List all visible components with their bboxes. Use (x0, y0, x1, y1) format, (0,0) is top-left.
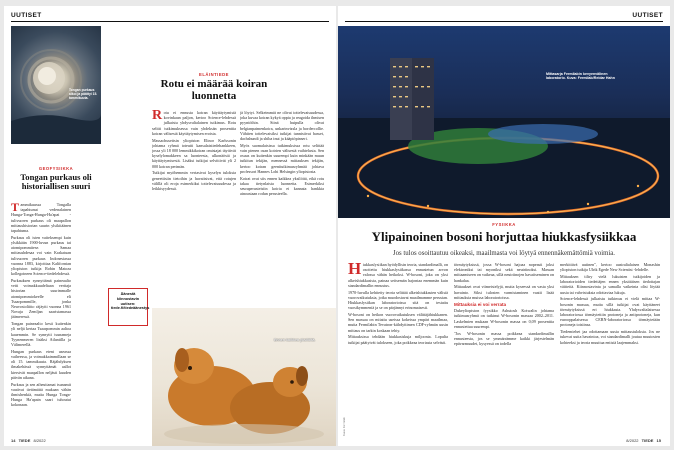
volcano-paragraph: Tammikuussa Tongalla tapahtunut vedenalainen Hunga-Tonga-Hunga-Ha'apai -tulivuoren purkaus oli maapallon mittaushistorian suurin ylsikitäänen tapahtuma. (11, 202, 71, 234)
section-label: UUTISET (632, 12, 663, 19)
dog-body-col1 (152, 110, 236, 306)
volcano-body (11, 202, 71, 440)
section-rule (345, 21, 663, 22)
volcano-paragraph: Hungan purkaus eteni useassa vaiheessa, ja voimakkaimmillaan se oli 15. tammikuuta. Räjähdyksen ilmakehässä synnyttämät aallot kiersivät maapallon neljästi kuuden päivän aikana. (11, 348, 71, 380)
dog-dropcap: R (152, 110, 163, 123)
right-page (338, 6, 670, 446)
dog-paragraph: Rotu ei ennusta koiran käyttäytymistä kovinkaan paljon, kertoo Science-lehdessä julkaistu yhdysvaltalainen tutkimus. Rotu selitti tutkimuksessa vain yhdeksän prosenttia koiran välisestä käyttäytymisen eroista. (152, 110, 236, 136)
left-page (4, 6, 336, 446)
vote-callout[interactable] (108, 288, 148, 326)
right-issue: 8/2022 (626, 438, 639, 443)
fermilab-paragraph: Hiukkasfysiikan hyödyllisin teoria, standardimalli, on osoitettu hiukkasfysiikassa ennustetun arvon valossa vähän heikoksi. W-bosoni, joka on yksi alkeishiukkasista, painaa seitsemän hajontaa enemmän kuin standardimallin ennustus. (348, 262, 448, 288)
dog-paragraph: Myös suomalaisissa tutkimuksissa rotu selittää vain pienen osan koirien välisestä vaihtelusta. Sen osuus on kuitenkin suurempi kuin minkään muun tutkitun tekijän, mennessä mittauksen tekijän, kertoo koiran geenitutkimusryhmää johtava professori Hannes Lohi Helsingin yliopistosta. (240, 142, 324, 174)
dogs-graphic (152, 308, 336, 446)
volcano-plume-graphic (11, 26, 101, 144)
dog-paragraph: jä löytyi. Selkeimmät ne olivat tottelevaisuudessa, joka kuvaa koiran kykyä oppia ja reagoida ihmisen pyyntöihin. Siinä huipulla olivat belgianpaimenkoira, unkarinvizsla ja bordercollie. Vähiten tottelevaisiksi tutkijat tunnistivat basset, dachshundi ja shiba inut ja kääpiöpinseri. (240, 110, 324, 142)
left-magazine-name: TIEDE (18, 438, 31, 443)
section-label: UUTISET (11, 12, 42, 19)
fermilab-paragraph: törmäytyksissä, jossa W-bosoni hajoaa nopeasti joksi elektroniksi tai myoniksi sekä neutriinoksi. Massan mittaamiseen on vaikeaa, sillä neutriinojen havaitseminen on hankalaa. (454, 262, 554, 283)
vote-callout-text: Äänestä kiinnostavin uutisen: tiede.fi/tiedeäänestys (111, 292, 150, 311)
fermilab-paragraph: merkittävä uutinen", kertoo australialaisen Monashin yliopiston tutkija Ulrik Egede New Scientist -lehdelle. (560, 262, 660, 273)
dog-headline: Rotu ei määrää koiran luonnetta (160, 78, 268, 102)
fermilab-paragraph: Mittaukset ovat viimeistelyjä, mutta kyseessä on vasta yksi havainto. Siksi tulosten varmistaminen vaatii lisää mittauksia muissa laboratorioissa. (454, 284, 554, 300)
fermilab-body-col3 (560, 262, 660, 440)
fermilab-headline: Ylipainoinen bosoni horjuttaa hiukkasfysiikkaa (371, 229, 637, 244)
fermilab-caption: Mittasarja Fermilabin kevyenvälinen laboratorio. Kuva: Fermilab/Reidar Hahn (546, 72, 615, 81)
dog-image-caption: Ennen kaikkea yksilöitä. (274, 338, 316, 342)
fermilab-kicker: FYSIIKKA (492, 222, 516, 227)
dog-body-col2 (240, 110, 324, 306)
fermilab-body-col2 (454, 262, 554, 440)
volcano-paragraph: Tongan paineaalto kesti kuitenkin yli neljä kertaa Tsaarpommin aaltoa kauemmin. Se synnytti tsunameja Tyynenmeren lisäksi Atlantilla ja Välimerellä. (11, 321, 71, 348)
fermilab-image-credit: Kuva: Fermilab (342, 417, 346, 436)
right-footer (626, 438, 663, 443)
fermilab-subheading: Mittauksia ei voi verrata (454, 302, 507, 308)
dog-image (152, 308, 336, 446)
left-issue: 8/2022 (33, 438, 46, 443)
volcano-paragraph: Purkauksen synnyttämä paineaalto vetti voimakkuudeltaan verttaja historian suurimmalle atomipommiokeelle eli Tsaarpommille, jonka Neuvostoliitto räjäytti vuonna 1961 Novaja Zemljan saaristamassa jäämeressä. (11, 278, 71, 320)
dog-paragraph: Tutkijat myöhemmin vertasivat kyselyn tuloksia geneettisiin tietoihin ja havaitsivat, että rotujen välillä oli eroja esimerkiksi tottelevaisuudessa ja leikkisyydessä. (152, 170, 236, 192)
fermilab-dropcap: H (348, 262, 362, 278)
left-page-number: 14 (11, 438, 16, 443)
fermilab-paragraph: 1970-luvulla kehitetty teoria selittää alkeishiukkasten välisiä vuorovaikutuksia, jotka muodostavat maailmamme perustan. Hiukkasfysiikan laboratorioissa sitä on testattu vuosikymmeniä ja se on pärjännyt erinomaisesti. (348, 289, 448, 311)
fermilab-paragraph: Tiedemiehet jaa odottamaan uusia mittaustuloksia. Jos ne tukevat uutta havaintoa, voi standardimalli joutua muutosten kohteeksi ja teoria muuttua entistä laajemmaksi. (560, 329, 660, 345)
fermilab-paragraph: Mittauksissa tehdään hiukkasiskuja miljoonia. Lopulta tutkijat päätyivät tulokseen, joka poikkeaa teoriasta selvästi. (348, 334, 448, 345)
fermilab-paragraph: Science-lehdessä julkaistu tutkimus ei vielä mittaa W-bosonin massaa, mutta sillä tutkijat ovat käyttäneet törmäytyksissä eri hiukkasia. Yhdysvaltalaisessa laboratoriossa törmäytettiin protoneja ja antiprotoneja, kun eurooppalaisessa CERN-laboratoriossa törmäytetään protoneja toisiinsa. (560, 296, 660, 328)
fermilab-paragraph: Mittauksen tiltry vielä lukuisten tutkijoiden ja laboratorioiden tiedettäjen ennen yksittäisen tiedottajan väitteitä. Kiinnostavinta ja samalla vaikeinta olisi löytää uusia tai vahvistuksia odottaviaa lukuja. (560, 274, 660, 295)
volcano-paragraph: Purkaus ja sen aiheuttamat tsunamit vaativat tietämättä mukaan vähän ihmishenkiä, mutta Hunga Tonga-Hunga Ha'apain saari tuhoutui kokonaan. (11, 381, 71, 408)
dog-paragraph: Massachusettsin yliopiston Elinor Karlssonin johtama ryhmä toteutti kansalaistiedehankkeen, jossa yli 18 000 lemmikkikoiran omistajat täyttivät kyselylomakkeen sa luonteesta, ulkonäöstä ja käyttäytymisestä. Lisäksi tutkijat selvittivät yli 2 000 koiran perimän. (152, 137, 236, 169)
left-footer (11, 438, 46, 443)
fermilab-graphic (338, 26, 670, 218)
fermilab-subtitle: Jos tulos osoittautuu oikeaksi, maailmasta voi löytyä ennennäkemättömiä voimia. (393, 250, 615, 257)
dog-paragraph: Koirat ovat siis ennen kaikkea yksilöitä, eikä rotu takaa tietynlaista luonnetta. Esimerkiksi seuraperusteisiin koiria ei kannata hankkia ainoastaan rodun perusteella. (240, 175, 324, 197)
volcano-paragraph: Purkaus oli isten vaiteksempi kuin ylsikkään 1900-luvun purkaus tai atomipommitese. Samaa mittasuhdesaa voi vain Krakatuan tulivuoren purkaus Indonesiassa vuonna 1883, kirjoittaa Kalifornian yliopiston tutkija Robin Matoza kollegoineen Science-tiedelehdessä. (11, 234, 71, 277)
right-page-number: 15 (656, 438, 661, 443)
volcano-kicker: GEOFYSIIKKA (38, 166, 74, 171)
section-rule (11, 21, 329, 22)
fermilab-paragraph: Dukeyliopiston fyysikko Ashutosh Kotwalin johtama tutkimusryhmä on tutkinut W-bosonin massaa 2002–2011. Laskelmien mukaan W-bosonin massa on 0,09 prosenttia ennustettua suurempi. (454, 308, 554, 329)
volcano-headline: Tongan purkaus oli historiallisen suuri (20, 172, 92, 192)
volcano-image (11, 26, 101, 144)
volcano-dropcap: T (11, 202, 20, 214)
fermilab-image (338, 26, 670, 218)
fermilab-paragraph: W-bosoni on heikon vuorovaikutuksen välittäjähiukkanen. Sen massaa on mitattu useissa kokeissa ympäri maailmaa, mutta Fermilabin Tevatron-kiihdyttimen CDF-ryhmän uusin mittaus on tarkin koskaan tehty. (348, 312, 448, 333)
dog-kicker: ELÄINTIEDE (199, 72, 229, 77)
volcano-caption: Tongan purkaus alkoi ja päättyi 15. tammikuuta. (69, 88, 98, 100)
fermilab-paragraph: "Jos W-bosonin massa poikkeaa standardimallin ennusteesta, jos se ymmärrämme kaikki järjestelmän epävarmuudet, kysyessä on todella (454, 330, 554, 347)
right-magazine-name: TIEDE (641, 438, 654, 443)
fermilab-body-col1 (348, 262, 448, 440)
